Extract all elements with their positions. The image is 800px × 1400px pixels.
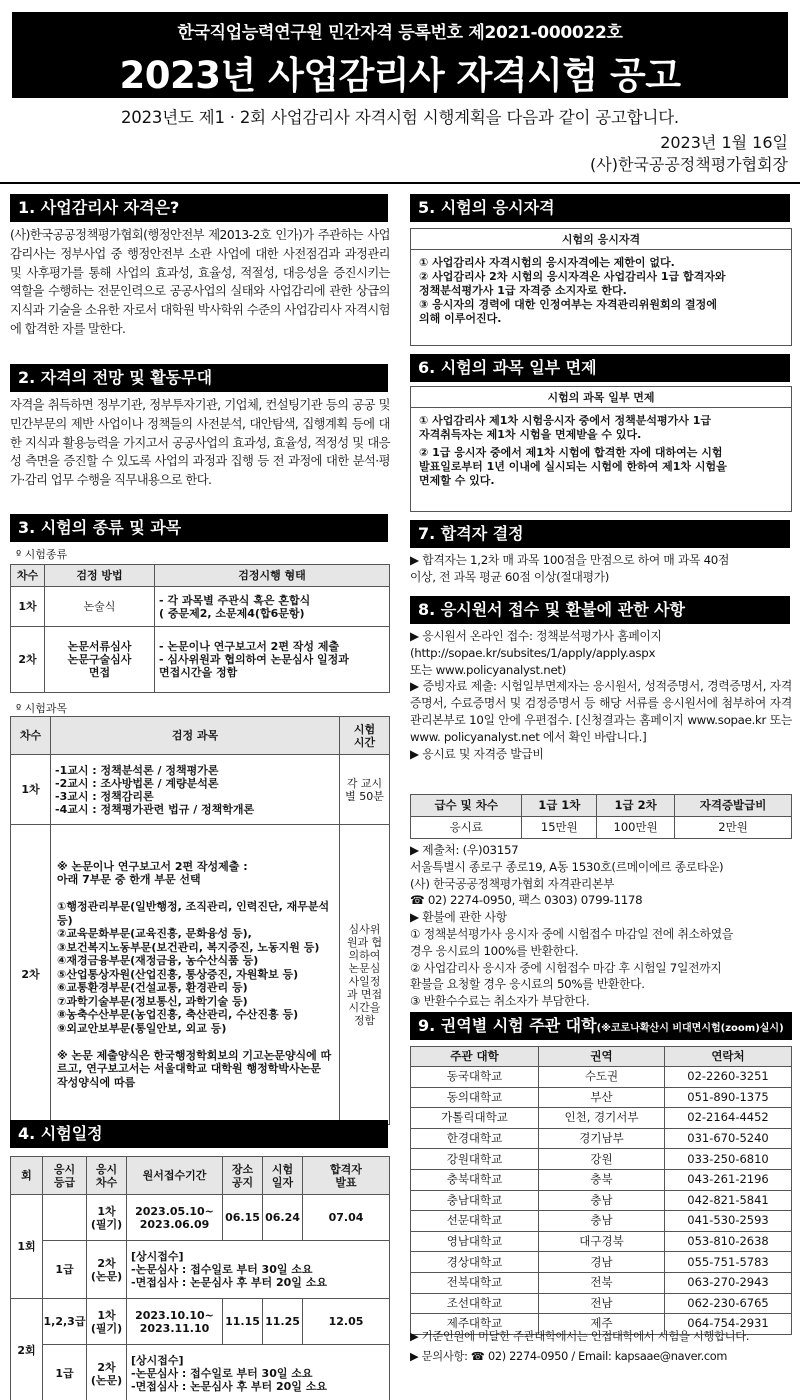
- table-row: [411, 1169, 792, 1190]
- section-2-title: 2. 자격의 전망 및 활동무대: [10, 364, 388, 392]
- univ-contact: 063-270-2943: [665, 1272, 792, 1293]
- section-1-body: (사)한국공공정책평가협회(행정안전부 제2013-2호 인가)가 주관하는 사업감리사는 정부사업 중 행정안전부 소관 사업에 대한 사전점검과 과정관리 및 사후평가를 통해 사업의 효과성, 효율성, 적절성, 대응성을 증진시키는 역할을 수행하는 전문인력으로 공공사업의 실태와 사업감리에 관한 상급의 지식과 기술을 소유한 자로서 대학원 박사학위 수준의 사업감리사 자격시험에 합격한 자를 말한다.: [10, 228, 390, 336]
- header-divider: [0, 182, 800, 184]
- univ-region: 경기남부: [539, 1128, 665, 1149]
- univ-name: 강원대학교: [411, 1149, 539, 1170]
- table-row: [411, 1128, 792, 1149]
- univ-name: 경상대학교: [411, 1252, 539, 1273]
- univ-name: 동의대학교: [411, 1087, 539, 1108]
- univ-header-region: 권역: [539, 1047, 665, 1067]
- table-row: [11, 1241, 390, 1299]
- univ-name: 전북대학교: [411, 1272, 539, 1293]
- section-9-title-text: 9. 권역별 시험 주관 대학: [418, 1016, 597, 1035]
- univ-name: 동국대학교: [411, 1067, 539, 1088]
- schedule-header-session: 회: [11, 1157, 43, 1195]
- university-table: [410, 1046, 792, 1335]
- table-row: [11, 825, 390, 1125]
- exam-types-table: [10, 564, 390, 693]
- fee-header-cert: 자격증발급비: [675, 795, 792, 817]
- table-row: [11, 1299, 390, 1345]
- table-row: [411, 1272, 792, 1293]
- fee-table: [410, 794, 792, 839]
- types-method-1: 논술식: [45, 587, 155, 627]
- section-2-body: 자격을 취득하면 정부기관, 정부투자기관, 기업체, 컨설팅기관 등의 공공 및 민간부문의 제반 사업이나 정책들의 사전분석, 대안탐색, 집행계획 등에 대한 지식과 활용능력을 가지고서 공공사업의 효과성, 효율성, 적정성 및 대응성 측면을 증진할 수 있도록 사업의 과정과 집행 등 전 과정에 대한 분석·평가·감리 업무 수행을 직무내용으로 한다.: [10, 398, 390, 488]
- table-row: [411, 1211, 792, 1232]
- types-round-1: 1차: [11, 587, 45, 627]
- table-row: [11, 587, 390, 627]
- univ-name: 충북대학교: [411, 1169, 539, 1190]
- eligibility-item-2: ② 사업감리사 2차 시험의 응시자격은 사업감리사 1급 합격자와 정책분석평가사 1급 자격증 소지자로 한다.: [419, 270, 726, 297]
- session-1-round-1: 1차 (필기): [87, 1195, 127, 1241]
- table-row: [411, 1231, 792, 1252]
- univ-region: 부산: [539, 1087, 665, 1108]
- table-row: [411, 1252, 792, 1273]
- session-2-round-2: 2차 (논문): [87, 1345, 127, 1400]
- session-1-date: 06.24: [263, 1195, 303, 1241]
- table-row: [11, 1195, 390, 1241]
- session-1-period: 2023.05.10~ 2023.06.09: [127, 1195, 223, 1241]
- table-row: [411, 1190, 792, 1211]
- univ-region: 충남: [539, 1211, 665, 1232]
- univ-name: 조선대학교: [411, 1293, 539, 1314]
- univ-region: 충북: [539, 1169, 665, 1190]
- section-9-note-1: ▶ 기준인원에 미달한 주관대학에서는 인접대학에서 시험을 시행합니다.: [410, 1330, 750, 1343]
- session-1-round-2: 2차 (논문): [87, 1241, 127, 1299]
- page-title: 2023년 사업감리사 자격시험 공고: [119, 54, 681, 97]
- univ-contact: 043-261-2196: [665, 1169, 792, 1190]
- types-method-2: 논문서류심사 논문구술심사 면접: [45, 627, 155, 693]
- registration-number: 한국직업능력연구원 민간자격 등록번호 제2021-000022호: [177, 23, 623, 43]
- eligibility-box-title: 시험의 응시자격: [410, 228, 792, 250]
- section-9-title-note: (※코로나확산시 비대면시험(zoom)실시): [596, 1023, 784, 1034]
- session-2-place: 11.15: [223, 1299, 263, 1345]
- univ-contact: 064-754-2931: [665, 1314, 792, 1335]
- subjects-header-round: 차수: [11, 717, 51, 755]
- schedule-header-period: 원서접수기간: [127, 1157, 223, 1195]
- session-1-grade-blank: [43, 1195, 87, 1241]
- types-form-2: - 논문이나 연구보고서 2편 작성 제출 - 심사위원과 협의하여 논문심사 일정과 면접시간을 정함: [155, 627, 390, 693]
- section-3-title: 3. 시험의 종류 및 과목: [10, 514, 388, 542]
- session-1: 1회: [11, 1195, 43, 1299]
- subjects-list-1: -1교시 : 정책분석론 / 정책평가론 -2교시 : 조사방법론 / 계량분석론 -3교시 : 정책감리론 -4교시 : 정책평가관련 법규 / 정책학개론: [51, 755, 340, 825]
- section-7-body: ▶ 합격자는 1,2차 매 과목 100점을 만점으로 하여 매 과목 40점 이상, 전 과목 평균 60점 이상(절대평가): [410, 553, 730, 584]
- univ-contact: 055-751-5783: [665, 1252, 792, 1273]
- univ-contact: 033-250-6810: [665, 1149, 792, 1170]
- fee-2nd: 100만원: [597, 817, 675, 839]
- session-2-date: 11.25: [263, 1299, 303, 1345]
- univ-contact: 051-890-1375: [665, 1087, 792, 1108]
- session-2-grade-2: 1급: [43, 1345, 87, 1400]
- univ-header-contact: 연락처: [665, 1047, 792, 1067]
- university-rows: [411, 1067, 792, 1335]
- fee-header-grade: 급수 및 차수: [411, 795, 522, 817]
- univ-contact: 042-821-5841: [665, 1190, 792, 1211]
- header-banner: [12, 12, 788, 98]
- univ-contact: 02-2164-4452: [665, 1108, 792, 1129]
- fee-1st: 15만원: [522, 817, 597, 839]
- section-6-title: 6. 시험의 과목 일부 면제: [410, 354, 790, 382]
- session-2-period: 2023.10.10~ 2023.11.10: [127, 1299, 223, 1345]
- organization-name: (사)한국공공정책평가협회장: [590, 155, 788, 174]
- exemption-box-title: 시험의 과목 일부 면제: [410, 386, 792, 408]
- intro-text: 2023년도 제1 · 2회 사업감리사 자격시험 시행계획을 다음과 같이 공고합니다.: [121, 108, 679, 127]
- exam-subjects-label: º 시험과목: [16, 702, 68, 715]
- session-1-round-2-info: [상시접수] -논문심사 : 접수일로 부터 30일 소요 -면접심사 : 논문심사 후 부터 20일 소요: [127, 1241, 390, 1299]
- univ-name: 한경대학교: [411, 1128, 539, 1149]
- univ-region: 인천, 경기서부: [539, 1108, 665, 1129]
- subjects-header-time: 시험 시간: [340, 717, 390, 755]
- section-8-body-2: ▶ 제출처: (우)03157 서울특별시 종로구 종로19, A동 1530호(르메이에르 종로타운) (사) 한국공공정책평가협회 자격관리본부 ☎ 02) 2274-0950, 팩스 0303) 0799-1178 ▶ 환불에 관한 사항 ① 정책분석평가사 응시자 중에 시험접수 마감일 전에 취소하였을 경우 응시료의 100%를 반환한다. ② 사업감리사 응시자 중에 시험접수 마감 후 시험일 7일전까지 환불을 요청할 경우 응시료의 50%를 반환한다. ③ 반환수수료는 취소자가 부담한다.: [410, 843, 733, 1009]
- exemption-item-2: ② 1급 응시자 중에서 제1차 시험에 합격한 자에 대하여는 시험 발표일로부터 1년 이내에 실시되는 시험에 한하여 제1차 시험을 면제할 수 있다.: [419, 446, 727, 487]
- exam-types-label: º 시험종류: [16, 548, 68, 561]
- subjects-time-2: 심사위 원과 협 의하여 논문심 사일정 과 면접 시간을 정함: [340, 825, 390, 1125]
- table-row: [411, 1087, 792, 1108]
- subjects-header-subject: 검정 과목: [51, 717, 340, 755]
- univ-header-name: 주관 대학: [411, 1047, 539, 1067]
- exam-subjects-table: [10, 716, 390, 1125]
- univ-region: 전남: [539, 1293, 665, 1314]
- section-8-title: 8. 응시원서 접수 및 환불에 관한 사항: [410, 596, 790, 624]
- univ-contact: 041-530-2593: [665, 1211, 792, 1232]
- subjects-round-2: 2차: [11, 825, 51, 1125]
- subjects-list-2: ※ 논문이나 연구보고서 2편 작성제출 : 아래 7부문 중 한개 부문 선택 ①행정관리부문(일반행정, 조직관리, 인력진단, 재무분석 등) ②교육문화부문(교육진흥, 문화융성 등), ③보건복지노동부문(보건관리, 복지증진, 노동지원 등) ④재경금융부문(재정금융, 농수산식품 등) ⑤산업통상자원(산업진흥, 통상증진, 자원확보 등) ⑥교통환경부문(건설교통, 환경관리 등) ⑦과학기술부문(정보통신, 과학기술 등) ⑧농축수산부문(농업진흥, 축산관리, 수산진흥 등) ⑨외교안보부문(통일안보, 외교 등) ※ 논문 제출양식은 한국행정학회보의 기고논문양식에 따르고, 연구보고서는 서울대학교 대학원 행정학박사논문 작성양식에 따름: [51, 825, 340, 1125]
- session-1-grade: 1급: [43, 1241, 87, 1299]
- announcement-date: 2023년 1월 16일: [660, 133, 788, 152]
- exam-schedule-table: [10, 1156, 390, 1400]
- fee-label: 응시료: [411, 817, 522, 839]
- section-5-title: 5. 시험의 응시자격: [410, 194, 790, 222]
- fee-cert: 2만원: [675, 817, 792, 839]
- types-header-method: 검정 방법: [45, 565, 155, 587]
- session-2-grade-1: 1,2,3급: [43, 1299, 87, 1345]
- fee-header-1st: 1급 1차: [522, 795, 597, 817]
- types-round-2: 2차: [11, 627, 45, 693]
- exemption-item-1: ① 사업감리사 제1차 시험응시자 중에서 정책분석평가사 1급 자격취득자는 제1차 시험을 면제받을 수 있다.: [419, 414, 711, 441]
- univ-region: 수도권: [539, 1067, 665, 1088]
- univ-name: 제주대학교: [411, 1314, 539, 1335]
- univ-region: 전북: [539, 1272, 665, 1293]
- univ-region: 충남: [539, 1190, 665, 1211]
- section-8-body-1: ▶ 응시원서 온라인 접수: 정책분석평가사 홈페이지 (http://sopae.kr/subsites/1/apply/apply.aspx 또는 www.policyanalyst.net) ▶ 증빙자료 제출: 시험일부면제자는 응시원서, 성적증명서, 경력증명서, 자격증명서, 수료증명서 및 검정증명서 등 해당 서류를 응시원서에 첨부하여 자격관리본부로 10일 안에 우편접수. [신청결과는 홈페이지 www.sopae.kr 또는www. policyanalyst.net 에서 확인 바랍니다.] ▶ 응시료 및 자격증 발급비: [410, 629, 792, 761]
- univ-contact: 02-2260-3251: [665, 1067, 792, 1088]
- table-row: [11, 627, 390, 693]
- univ-region: 경남: [539, 1252, 665, 1273]
- schedule-header-place: 장소 공지: [223, 1157, 263, 1195]
- section-1-title: 1. 사업감리사 자격은?: [10, 194, 388, 222]
- session-1-place: 06.15: [223, 1195, 263, 1241]
- univ-contact: 031-670-5240: [665, 1128, 792, 1149]
- schedule-header-date: 시험 일자: [263, 1157, 303, 1195]
- table-row: [411, 1149, 792, 1170]
- types-header-round: 차수: [11, 565, 45, 587]
- session-1-result: 07.04: [303, 1195, 390, 1241]
- univ-region: 대구경북: [539, 1231, 665, 1252]
- section-9-title: [410, 1012, 792, 1040]
- section-4-title: 4. 시험일정: [10, 1120, 388, 1148]
- eligibility-item-1: ① 사업감리사 자격시험의 응시자격에는 제한이 없다.: [419, 256, 675, 269]
- types-form-1: - 각 과목별 주관식 혹은 혼합식 ( 중문제2, 소문제4(합6문항): [155, 587, 390, 627]
- schedule-header-grade: 응시 등급: [43, 1157, 87, 1195]
- univ-name: 충남대학교: [411, 1190, 539, 1211]
- section-7-title: 7. 합격자 결정: [410, 520, 790, 548]
- eligibility-box: [410, 250, 792, 346]
- session-2: 2회: [11, 1299, 43, 1400]
- schedule-header-round: 응시 차수: [87, 1157, 127, 1195]
- section-9-note-2: ▶ 문의사항: ☎ 02) 2274-0950 / Email: kapsaae@naver.com: [410, 1350, 728, 1363]
- univ-name: 가톨릭대학교: [411, 1108, 539, 1129]
- univ-name: 영남대학교: [411, 1231, 539, 1252]
- table-row: [11, 1345, 390, 1400]
- session-2-result: 12.05: [303, 1299, 390, 1345]
- session-2-round-1: 1차 (필기): [87, 1299, 127, 1345]
- exemption-box: [410, 408, 792, 512]
- univ-contact: 053-810-2638: [665, 1231, 792, 1252]
- univ-region: 강원: [539, 1149, 665, 1170]
- subjects-round-1: 1차: [11, 755, 51, 825]
- table-row: [411, 1293, 792, 1314]
- table-row: [11, 755, 390, 825]
- univ-contact: 062-230-6765: [665, 1293, 792, 1314]
- table-row: [411, 1067, 792, 1088]
- univ-name: 선문대학교: [411, 1211, 539, 1232]
- table-row: [411, 1108, 792, 1129]
- eligibility-item-3: ③ 응시자의 경력에 대한 인정여부는 자격관리위원회의 결정에 의해 이루어진다.: [419, 298, 717, 325]
- types-header-form: 검정시행 형태: [155, 565, 390, 587]
- fee-header-2nd: 1급 2차: [597, 795, 675, 817]
- table-row: [411, 817, 792, 839]
- schedule-header-result: 합격자 발표: [303, 1157, 390, 1195]
- univ-region: 제주: [539, 1314, 665, 1335]
- subjects-time-1: 각 교시 별 50분: [340, 755, 390, 825]
- session-2-round-2-info: [상시접수] -논문심사 : 접수일로 부터 30일 소요 -면접심사 : 논문심사 후 부터 20일 소요: [127, 1345, 390, 1400]
